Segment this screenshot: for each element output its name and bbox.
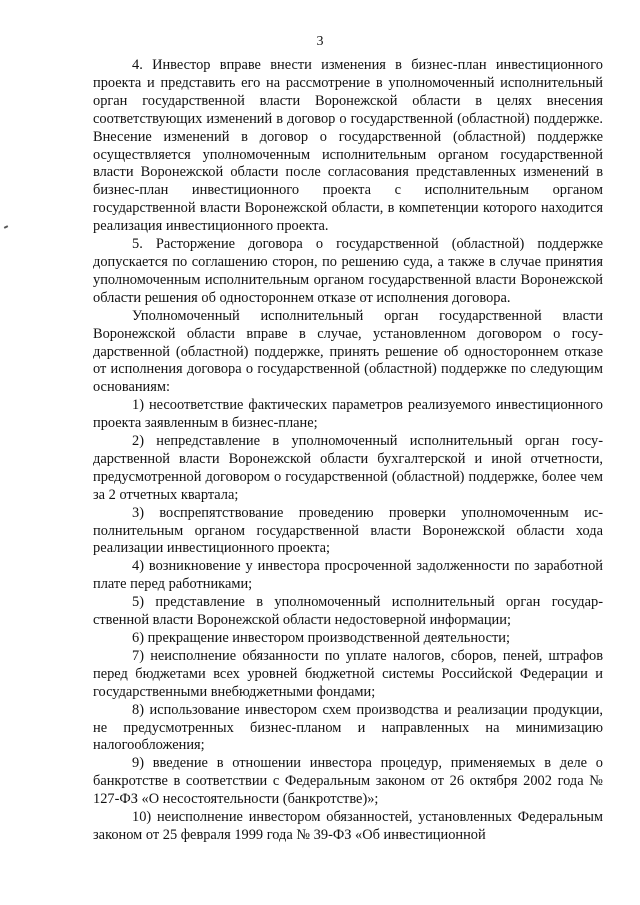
page-number: 3	[316, 34, 324, 49]
paragraph-item-4: 4. Инвестор вправе внести изменения в бизнес-план инвестиционного проекта и представить его на рассмотрение в уполномоченный исполнительный орган государственной власти Воронежской области в целях внесения соответствующих изменений в договор о государственной (областной) поддержке. Внесение изменений в договор о государственной (областной) поддержке осуществляется уполномоченным исполнительным органом государственной власти Воронежской области после согласования представленных изменений в бизнес-план инвестиционного проекта с исполнительным органом государственной власти Воронежской области, в компетенции которого находится реализация инвестиционного проекта.	[93, 57, 603, 235]
list-item-8: 8) использование инвестором схем производства и реализации продукции, не предусмотренных бизнес-планом и направленных на минимизацию налогообложения;	[93, 701, 603, 754]
list-item-4: 4) возникновение у инвестора просроченной задолженности по заработной плате перед работниками;	[93, 558, 603, 593]
paragraph-grounds-intro: Уполномоченный исполнительный орган государственной власти Воронежской области вправе в случае, установленном договором о государственной (областной) поддержке, принять решение об одностороннем отказе от исполнения договора о государственной (областной) поддержке по следующим основаниям:	[93, 307, 603, 396]
list-item-6: 6) прекращение инвестором производственной деятельности;	[132, 630, 510, 646]
list-item-1: 1) несоответствие фактических параметров реализуемого инвестиционного проекта заявленным в бизнес-плане;	[93, 397, 603, 432]
list-item-2: 2) непредставление в уполномоченный исполнительный орган государственной власти Воронежской области бухгалтерской и иной отчетности, предусмотренной договором о государственной (областной) поддержке, более чем за 2 отчетных квартала;	[93, 433, 603, 503]
list-item-9: 9) введение в отношении инвестора процедур, применяемых в деле о банкротстве в соответствии с Федеральным законом от 26 октября 2002 года № 127-ФЗ «О несостоятельности (банкротстве)»;	[93, 755, 603, 808]
margin-mark	[4, 225, 8, 229]
list-item-5: 5) представление в уполномоченный исполнительный орган государственной власти Воронежской области недостоверной информации;	[93, 594, 603, 629]
paragraph-item-5: 5. Расторжение договора о государственной (областной) поддержке допускается по соглашению сторон, по решению суда, а также в случае принятия уполномоченным исполнительным органом государственной власти Воронежской области решения об одностороннем отказе от исполнения договора.	[93, 236, 603, 306]
list-item-7: 7) неисполнение обязанности по уплате налогов, сборов, пеней, штрафов перед бюджетами всех уровней бюджетной системы Российской Федерации и государственными внебюджетными фондами;	[93, 647, 603, 700]
document-body	[93, 57, 603, 845]
list-item-10: 10) неисполнение инвестором обязанностей, установленных Федеральным законом от 25 февраля 1999 года № 39-ФЗ «Об инвестиционной	[93, 809, 603, 843]
list-item-3: 3) воспрепятствование проведению проверки уполномоченным исполнительным органом государственной власти Воронежской области хода реализации инвестиционного проекта;	[93, 504, 603, 557]
